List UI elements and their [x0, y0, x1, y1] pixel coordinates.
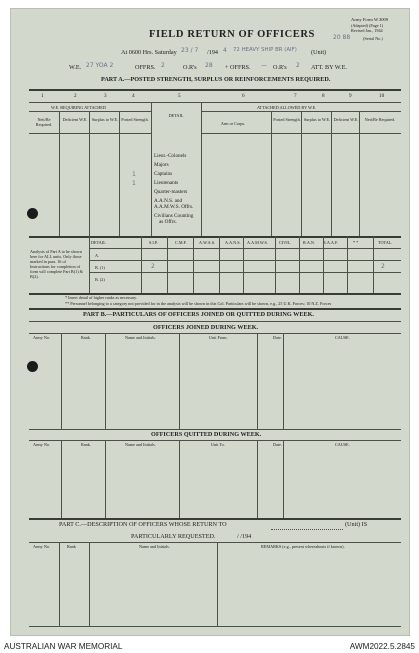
serial-handwritten: 20 88: [333, 34, 351, 41]
total-handwritten: 2: [381, 263, 385, 270]
form-title: FIELD RETURN OF OFFICERS: [149, 29, 315, 40]
col-header-8: Surplus to W.E.: [303, 117, 331, 122]
quitted-title: OFFICERS QUITTED DURING WEEK.: [151, 431, 262, 438]
col-header-4: Posted Strength.: [121, 117, 149, 122]
group-right-header: ATTACHED ALLOWED BY W.E.: [257, 105, 317, 110]
part-a-title: PART A.—POSTED STRENGTH, SURPLUS OR REINFORCEMENTS REQUIRED.: [101, 76, 331, 83]
posted-strength-hand: 1: [132, 171, 136, 178]
unit-handwritten: 72 HEAVY SHIP BR (AIF): [233, 47, 297, 53]
ors-handwritten: 28: [205, 62, 213, 69]
col-header-5: DETAIL: [168, 113, 184, 118]
form-ref-serial: (Serial No.): [363, 36, 383, 41]
col-header-2: Deficient W.E.: [62, 117, 88, 122]
rank-item: Lieutenants: [154, 180, 179, 186]
ors-handwritten-2: 2: [296, 62, 300, 69]
plus-offrs-label: + OFFRS.: [225, 64, 251, 71]
we-label: W.E.: [69, 64, 82, 71]
form-ref-line2: (Adapted) (Page 1): [351, 23, 384, 28]
at-label: At 0600 Hrs. Saturday: [121, 49, 177, 56]
rank-item: A.A.M.W.S. Offrs.: [154, 204, 194, 210]
footer-accession-number: AWM2022.5.2845: [349, 642, 415, 651]
part-c-unit-is: (Unit) IS: [345, 521, 368, 528]
part-b-title: PART B.—PARTICULARS OF OFFICERS JOINED OR QUITTED DURING WEEK.: [83, 311, 314, 318]
joined-title: OFFICERS JOINED DURING WEEK.: [153, 324, 259, 331]
part-c-date: / /194: [237, 533, 252, 540]
footer-institution: AUSTRALIAN WAR MEMORIAL: [4, 642, 123, 651]
date-handwritten: 23 / 7: [181, 47, 199, 54]
note-1: * Insert detail of higher ranks as necessary.: [65, 295, 138, 300]
group-left-header: W.E. REQUIRING ATTACHED: [51, 105, 106, 110]
part-c-line1: PART C.—DESCRIPTION OF OFFICERS WHOSE RETURN TO: [59, 521, 227, 528]
rank-item: Majors: [154, 162, 169, 168]
analysis-row-b2: B. (2): [95, 277, 105, 282]
year-label: /194: [207, 49, 219, 56]
col-header-1: Nett/Re Required.: [35, 117, 53, 127]
analysis-column-headers: S.I.P. C.M.F. A.W.A.S. A.A.N.S. A.A.M.W.S. CIVIL. R.A.N. R.A.A.F. * * TOTAL.: [149, 240, 393, 245]
part-a-column-numbers: 1 2 3 4 5 6 7 8 9 10: [41, 93, 385, 99]
rank-item: Quarter-masters: [154, 189, 188, 195]
ors-label-2: O.R's: [273, 64, 287, 71]
footer-bar: [0, 640, 419, 653]
analysis-label: Analysis of Part A to be shown here for ALL units. Only those marked in para. 16 of Instructions for completion of form will complete Part B(1) & B(2).: [30, 249, 83, 279]
year-handwritten: 4: [223, 47, 227, 54]
col-header-6: Arm or Corps.: [220, 121, 246, 126]
part-c-table-header: Army No. Rank Name and Initials. REMARKS (e.g., present whereabouts if known).: [33, 544, 345, 549]
note-2: ** Personnel belonging to a category not provided for in the analysis will be shown in this Col. Particulars will be shown, e.g., 25 U.K. Forces; 10 N.Z. Forces: [65, 301, 332, 306]
analysis-row-a: A.: [95, 253, 100, 258]
sip-handwritten: 2: [151, 263, 155, 270]
punch-hole-top: [27, 208, 38, 219]
offrs-handwritten: 2: [161, 62, 165, 69]
analysis-row-b1: B. (1): [95, 265, 105, 270]
form-sheet: [10, 8, 410, 636]
col-header-9: Deficient W.E.: [333, 117, 359, 122]
ors-label: O.R's: [183, 64, 197, 71]
analysis-detail-header: DETAIL: [91, 240, 106, 245]
rank-item: as Offrs.: [159, 219, 177, 225]
form-ref-line1: Army Form W.3009: [351, 17, 389, 22]
posted-strength-hand: 1: [132, 180, 136, 187]
col-header-10: Nett/Re Required.: [364, 117, 396, 122]
rank-item: Civilians Counting: [154, 213, 194, 219]
rank-item: Lieut.-Colonels: [154, 153, 187, 159]
punch-hole-bottom: [27, 361, 38, 372]
quitted-table-header: Army No. Rank. Name and Initials. Unit To. Date. CAUSE.: [33, 442, 350, 447]
rank-item: Captains: [154, 171, 173, 177]
att-label: ATT. BY W.E.: [311, 64, 347, 71]
plus-offrs-handwritten: —: [261, 62, 267, 69]
form-ref-line3: Revised Jan., 1944: [351, 28, 383, 33]
rank-item: A.A.N.S. and: [154, 198, 183, 204]
unit-label: (Unit): [311, 49, 327, 56]
we-handwritten: 27 YOA 2: [86, 62, 114, 69]
joined-table-header: Army No. Rank. Name and Initials. Unit From. Date. CAUSE.: [33, 335, 350, 340]
joined-col-divider: [61, 333, 62, 429]
part-c-line2: PARTICULARLY REQUESTED.: [131, 533, 216, 540]
offrs-label: OFFRS.: [135, 64, 156, 71]
col-header-7: Posted Strength.: [273, 117, 301, 122]
col-header-3: Surplus to W.E.: [91, 117, 119, 122]
